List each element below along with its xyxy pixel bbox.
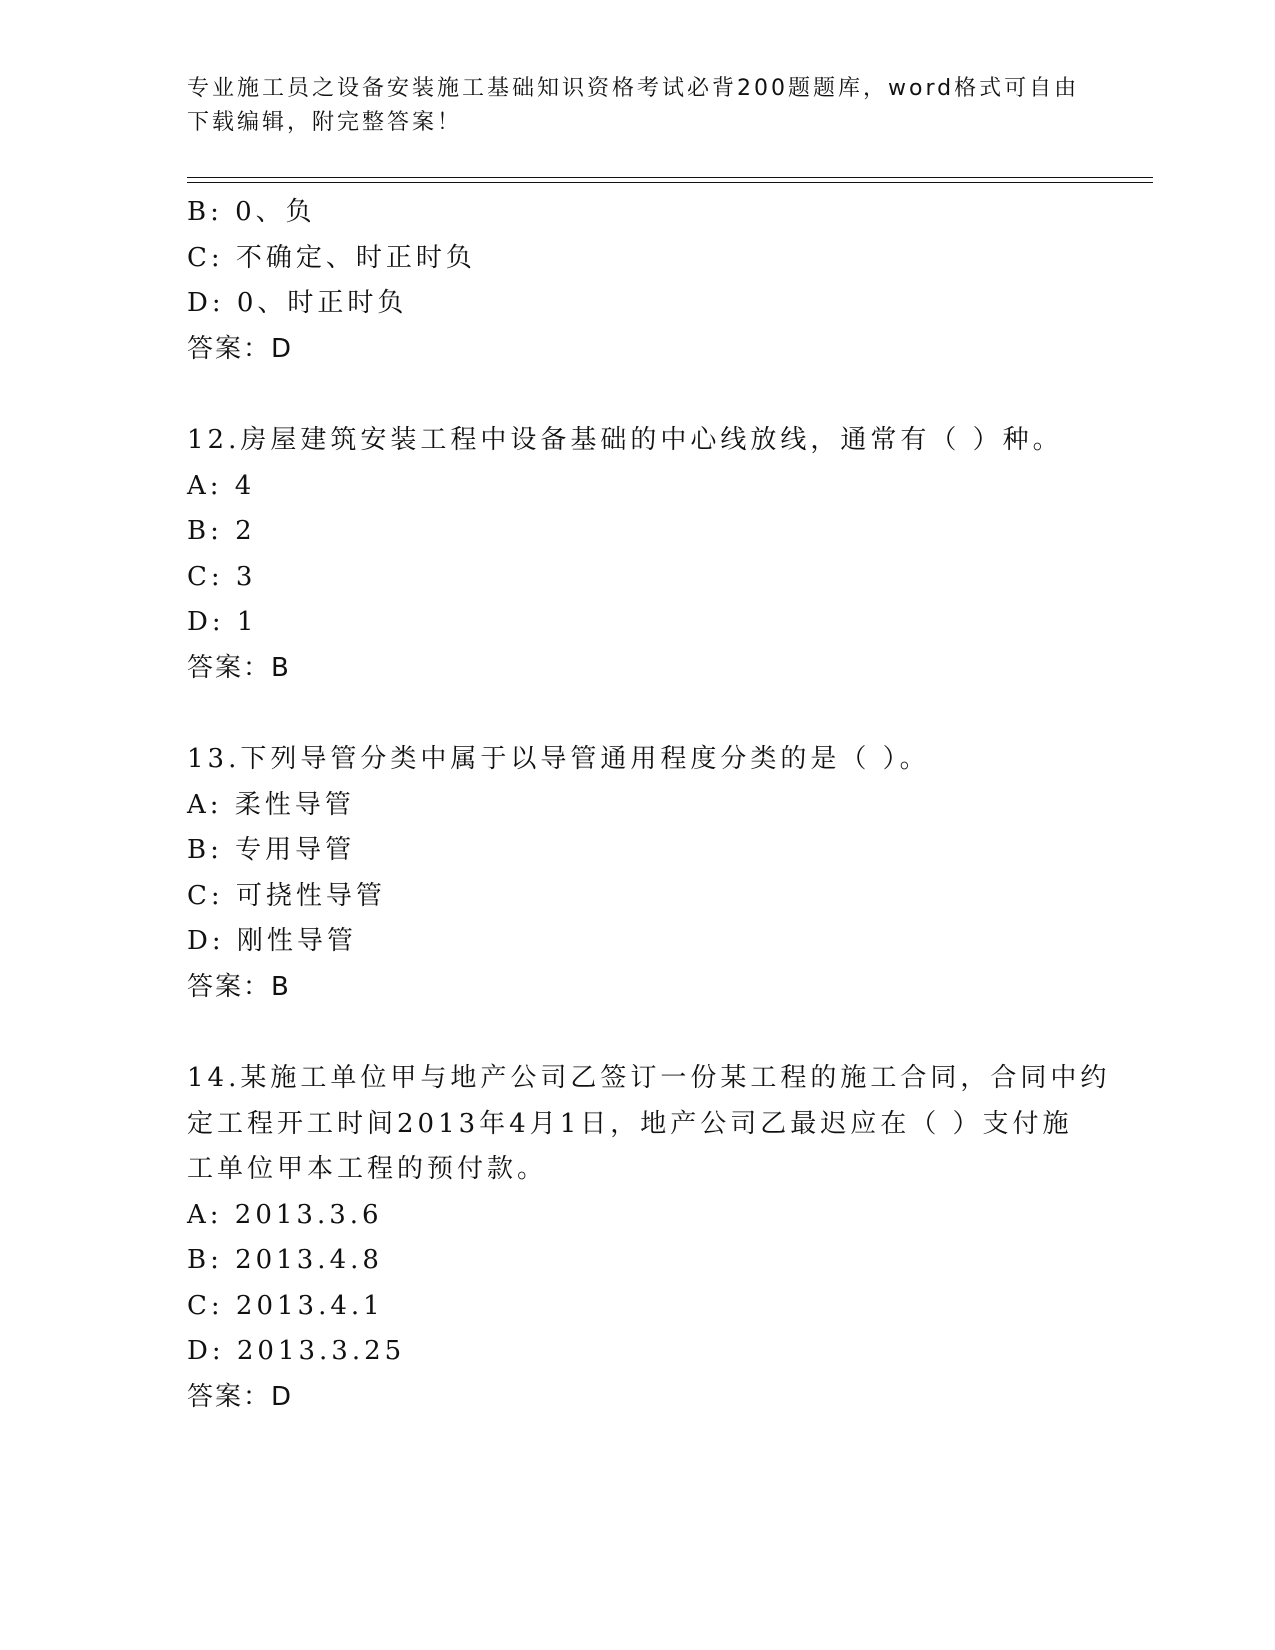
q13-option-b: B: 专用导管 <box>187 835 356 865</box>
q13-option-c: C: 可挠性导管 <box>187 880 386 911</box>
q11-option-c: C: 不确定、时正时负 <box>187 242 476 273</box>
q11-option-b: B: 0、负 <box>187 197 316 227</box>
q14-option-b: B: 2013.4.8 <box>187 1245 383 1275</box>
header-title-line1: 专业施工员之设备安装施工基础知识资格考试必背200题题库，word格式可自由 <box>187 76 1080 101</box>
question-14 <box>187 1056 1111 1420</box>
q13-option-d: D: 刚性导管 <box>187 926 357 956</box>
header-rule-top <box>187 177 1153 178</box>
q13-option-a: A: 柔性导管 <box>187 789 355 820</box>
question-11 <box>187 190 1107 372</box>
document-header <box>187 72 1087 140</box>
q13-stem: 13.下列导管分类中属于以导管通用程度分类的是（ ）。 <box>187 744 930 774</box>
q12-answer: 答案：B <box>187 652 291 683</box>
q14-answer: 答案：D <box>187 1381 294 1412</box>
question-13 <box>187 737 1107 1010</box>
spacer <box>187 691 1107 737</box>
q14-option-a: A: 2013.3.6 <box>187 1199 383 1230</box>
q14-stem-line2: 定工程开工时间2013年4月1日，地产公司乙最迟应在（ ）支付施 <box>187 1108 1073 1139</box>
question-list <box>187 190 1111 1420</box>
header-title-line2: 下载编辑，附完整答案！ <box>187 110 463 135</box>
header-rule-bottom <box>187 182 1153 183</box>
q12-option-d: D: 1 <box>187 607 258 637</box>
q14-option-c: C: 2013.4.1 <box>187 1290 384 1321</box>
q14-option-d: D: 2013.3.25 <box>187 1336 406 1366</box>
q11-answer: 答案：D <box>187 333 294 364</box>
q12-stem: 12.房屋建筑安装工程中设备基础的中心线放线，通常有（ ）种。 <box>187 425 1063 455</box>
spacer <box>187 1010 1107 1056</box>
question-12 <box>187 418 1107 691</box>
q13-answer: 答案：B <box>187 971 291 1002</box>
q12-option-c: C: 3 <box>187 561 257 592</box>
q12-option-a: A: 4 <box>187 470 256 501</box>
q11-option-d: D: 0、时正时负 <box>187 288 408 318</box>
q12-option-b: B: 2 <box>187 516 256 546</box>
q14-stem-line3: 工单位甲本工程的预付款。 <box>187 1154 548 1184</box>
spacer <box>187 372 1107 418</box>
q14-stem-line1: 14.某施工单位甲与地产公司乙签订一份某工程的施工合同，合同中约 <box>187 1063 1111 1093</box>
